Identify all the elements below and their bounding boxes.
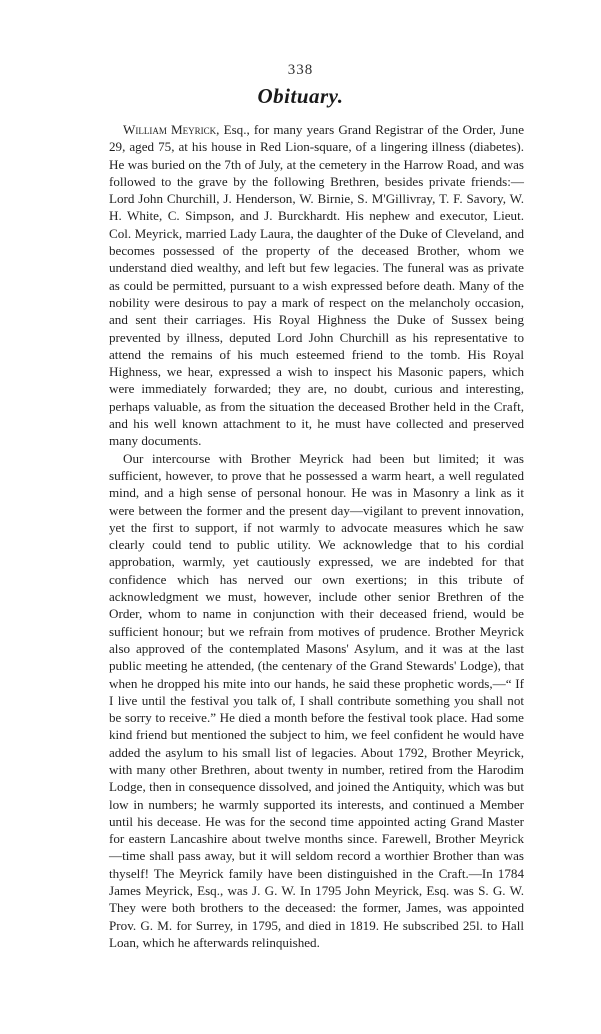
obituary-paragraph-2: Our intercourse with Brother Meyrick had been but limited; it was sufficient, however, to prove that he possessed a warm heart, a well regulated mind, and a high sense of personal honour. He was in Masonry a link as it were between the former and the present day—vigilant to prevent innovation, yet the first to support, if not warmly to advocate measures which he saw clearly could tend to public utility. We acknowledge that to his cordial approbation, warmly, yet cautiously expressed, we are indebted for that confidence which has nerved our own exertions; in this tribute of acknowledgment we must, however, include other senior Brethren of the Order, whom to name in conjunction with their deceased friend, would be sufficient honour; but we refrain from motives of prudence. Brother Meyrick also approved of the contemplated Masons' Asylum, and it was at the last public meeting he attended, (the centenary of the Grand Stewards' Lodge), that when he dropped his mite into our hands, he said these prophetic words,—“ If I live until the festival you talk of, I shall contribute something you shall not be sorry to receive.” He died a month before the festival took place. Had some kind friend but mentioned the subject to him, we feel confident he would have added the asylum to his small list of legacies. About 1792, Brother Meyrick, with many other Brethren, about twenty in number, retired from the Harodim Lodge, then in consequence dissolved, and joined the Antiquity, which was but low in numbers; he warmly supported its interests, and continued a Member until his decease. He was for the second time appointed acting Grand Master for eastern Lancashire about twelve months since. Farewell, Brother Meyrick—time shall pass away, but it will seldom record a worthier Brother than was thyself! The Meyrick family have been distinguished in the Craft.—In 1784 James Meyrick, Esq., was J. G. W. In 1795 John Meyrick, Esq. was S. G. W. They were both brothers to the deceased: the former, James, was appointed Prov. G. M. for Surrey, in 1795, and died in 1819. He subscribed 25l. to Hall Loan, which he afterwards relinquished. xyxy=(109,450,524,950)
deceased-name: William Meyrick xyxy=(123,122,217,137)
section-heading: Obituary. xyxy=(257,84,344,108)
page-number: 338 xyxy=(287,62,314,78)
obituary-paragraph-1 xyxy=(109,121,524,450)
paragraph-1-text: , Esq., for many years Grand Registrar of the Order, June 29, aged 75, at his house in Red Lion-square, of a lingering illness (diabetes). He was buried on the 7th of July, at the cemetery in the Harrow Road, and was followed to the grave by the following Brethren, besides private friends:—Lord John Churchill, J. Henderson, W. Birnie, S. M'Gillivray, T. F. Savory, W. H. White, C. Simpson, and J. Burckhardt. His nephew and executor, Lieut. Col. Meyrick, married Lady Laura, the daughter of the Duke of Cleveland, and becomes possessed of the property of the deceased Brother, whom we understand died wealthy, and left but few legacies. The funeral was as private as could be permitted, pursuant to a wish expressed before death. Many of the nobility were desirous to pay a mark of respect on the melancholy occasion, and sent their carriages. His Royal Highness the Duke of Sussex being prevented by illness, deputed Lord John Churchill as his representative to attend the remains of his much esteemed friend to the tomb. His Royal Highness, we hear, expressed a wish to inspect his Masonic papers, which were immediately forwarded; they are, no doubt, curious and interesting, perhaps valuable, as from the situation the deceased Brother held in the Craft, and his well known attachment to it, he must have collected and preserved many documents. xyxy=(109,122,525,449)
obituary-body xyxy=(109,121,524,951)
